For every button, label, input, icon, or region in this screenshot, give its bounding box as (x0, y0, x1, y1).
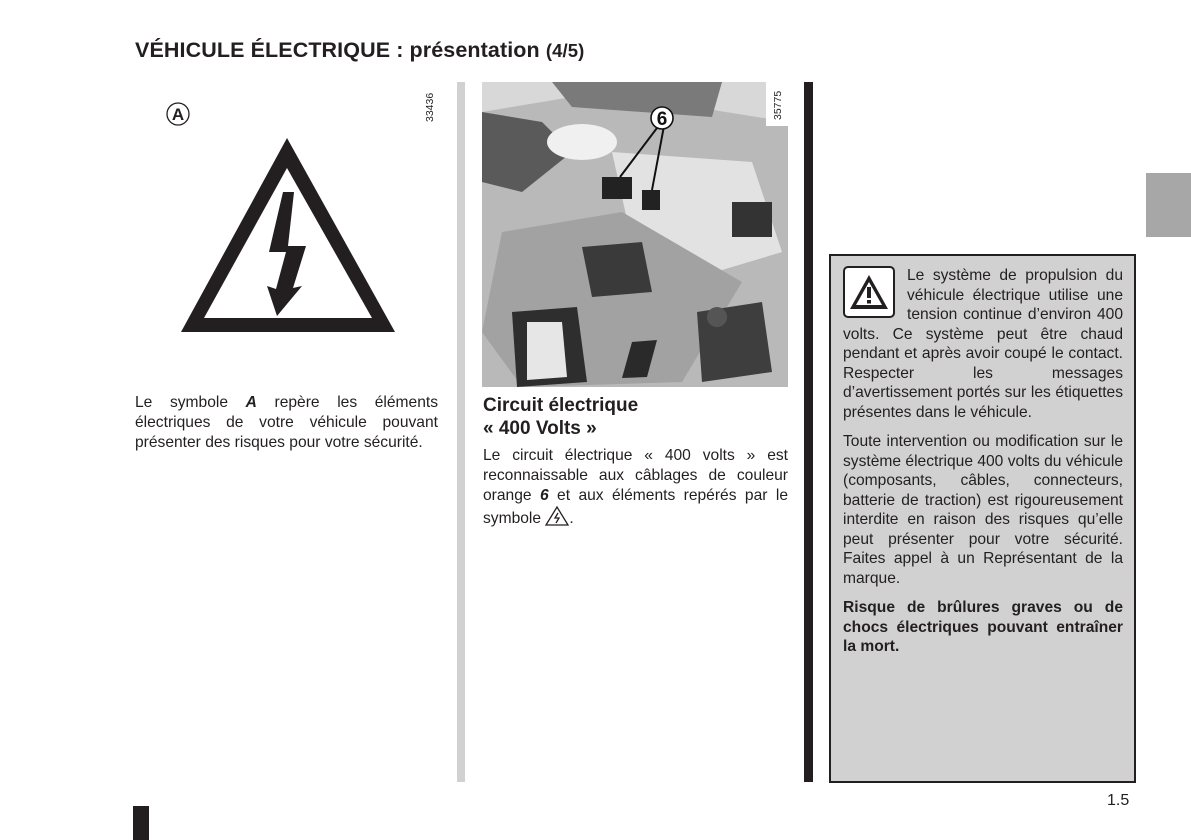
page-title-text: VÉHICULE ÉLECTRIQUE : présentation (135, 38, 540, 62)
figure-reference: A (245, 394, 257, 411)
figure-a (160, 86, 450, 356)
page-title (135, 38, 584, 63)
text-segment: Le symbole (135, 394, 246, 411)
text-segment: . (569, 510, 574, 527)
warning-paragraph-3: Risque de brûlures graves ou de chocs électriques pouvant entraîner la mort. (843, 599, 1123, 655)
small-high-voltage-icon (545, 506, 569, 526)
corner-mark (133, 806, 149, 840)
column1-paragraph (135, 393, 438, 453)
engine-compartment-image (482, 82, 788, 387)
page-part: (4/5) (545, 40, 585, 61)
warning-box (829, 254, 1136, 783)
heading-line-2: « 400 Volts » (483, 418, 597, 439)
heading-line-1: Circuit électrique (483, 395, 639, 416)
figure-number-6: 35775 (772, 90, 784, 120)
column2-paragraph (483, 446, 788, 529)
column-divider-grey (457, 82, 465, 782)
figure-number-a: 33436 (424, 92, 436, 122)
section-heading (483, 394, 638, 440)
callout-6: 6 (656, 109, 668, 130)
text-segment: Le circuit électrique « 400 volts » est reconnaissable aux câblages de couleur orange (483, 447, 788, 504)
warning-paragraph-1: Le système de propulsion du véhicule électrique utilise une tension continue d’environ 400 volts. Ce système peut être chaud pendant et après avoir coupé le contact. Respecter les messages d’avertissement portés sur les étiquettes présentes dans le véhicule. (843, 267, 1123, 421)
chapter-thumb-tab (1146, 173, 1191, 237)
column-divider-dark (804, 82, 813, 782)
page-number: 1.5 (1107, 792, 1130, 809)
high-voltage-triangle-icon (160, 86, 450, 356)
warning-paragraph-2: Toute intervention ou modification sur le système électrique 400 volts du véhicule (composants, câbles, connecteurs, batterie de traction) est rigoureusement interdite en raison des risques qu’elle peut présenter pour votre sécurité. Faites appel à un Représentant de la marque. (843, 433, 1123, 587)
engine-photo (482, 82, 788, 387)
text-segment: et aux éléments repérés par le symbole (483, 487, 788, 527)
warning-triangle-icon (843, 266, 895, 318)
svg-text:A: A (171, 105, 185, 124)
text-segment: repère les éléments électriques de votre véhicule pouvant présenter des risques pour votre sécurité. (135, 394, 439, 451)
figure-reference: 6 (539, 487, 549, 504)
